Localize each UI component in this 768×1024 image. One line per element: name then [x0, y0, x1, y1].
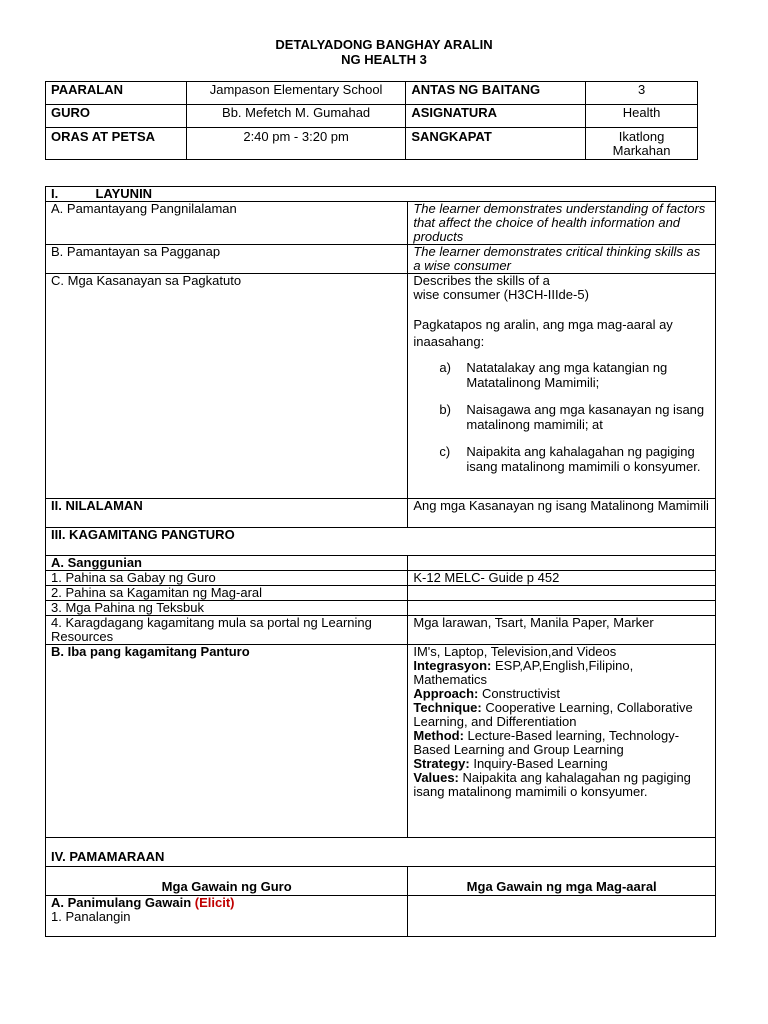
objective-item — [413, 444, 710, 474]
objective-item — [413, 360, 710, 390]
ref4-label: 4. Karagdagang kagamitang mula sa portal ng Learning Resources — [46, 616, 408, 645]
strategy-line — [413, 757, 710, 771]
content-standard-label: A. Pamantayang Pangnilalaman — [46, 202, 408, 245]
integration-label: Integrasyon: — [413, 658, 492, 673]
preliminary-label: A. Panimulang Gawain — [51, 895, 195, 910]
strategy-label: Strategy: — [413, 756, 470, 771]
student-activities-header: Mga Gawain ng mga Mag-aaral — [408, 867, 716, 896]
content-standard-value: The learner demonstrates understanding of factors that affect the choice of health information and products — [408, 202, 716, 245]
ref4-value: Mga larawan, Tsart, Manila Paper, Marker — [408, 616, 716, 645]
values-line — [413, 771, 710, 799]
grade-value: 3 — [586, 82, 698, 105]
objective-marker: c) — [439, 444, 451, 459]
objectives-title: LAYUNIN — [95, 186, 153, 201]
approach-value: Constructivist — [478, 686, 560, 701]
references-heading: A. Sanggunian — [46, 556, 408, 571]
objective-item — [413, 402, 710, 432]
empty-cell — [408, 556, 716, 571]
other-materials-line1: IM's, Laptop, Television,and Videos — [413, 644, 617, 659]
method-label: Method: — [413, 728, 464, 743]
teacher-label: GURO — [46, 105, 187, 128]
objective-list — [413, 360, 710, 474]
time-label: ORAS AT PETSA — [46, 128, 187, 160]
integration-value: ESP,AP,English,Filipino, Mathematics — [413, 658, 634, 687]
document-title: DETALYADONG BANGHAY ARALIN — [275, 37, 493, 52]
quarter-value-line1: Ikatlong — [618, 129, 665, 144]
approach-label: Approach: — [413, 686, 479, 701]
objective-text: Naipakita ang kahalagahan ng pagiging isang matalinong mamimili o konsyumer. — [466, 444, 701, 474]
strategy-value: Inquiry-Based Learning — [469, 756, 608, 771]
empty-cell — [408, 586, 716, 601]
prayer-label: 1. Panalangin — [51, 909, 131, 924]
school-label: PAARALAN — [46, 82, 187, 105]
other-materials-label: B. Iba pang kagamitang Panturo — [46, 645, 408, 838]
empty-cell — [408, 896, 716, 937]
document-subtitle: NG HEALTH 3 — [341, 52, 427, 67]
technique-line — [413, 701, 710, 729]
materials-heading: III. KAGAMITANG PANGTURO — [46, 528, 716, 556]
empty-cell — [408, 601, 716, 616]
content-value: Ang mga Kasanayan ng isang Matalinong Mamimili — [408, 499, 716, 528]
subject-label: ASIGNATURA — [406, 105, 586, 128]
values-label: Values: — [413, 770, 459, 785]
procedure-heading: IV. PAMAMARAAN — [46, 838, 716, 867]
subject-value: Health — [586, 105, 698, 128]
teacher-value: Bb. Mefetch M. Gumahad — [186, 105, 406, 128]
content-label: II. NILALAMAN — [46, 499, 408, 528]
preliminary-activities-cell — [46, 896, 408, 937]
competency-label: C. Mga Kasanayan sa Pagkatuto — [46, 274, 408, 499]
method-value: Lecture-Based learning, Technology- Based Learning and Group Learning — [413, 728, 680, 757]
competency-line1: Describes the skills of a — [413, 273, 550, 288]
info-table — [45, 81, 698, 160]
teacher-activities-header: Mga Gawain ng Guro — [46, 867, 408, 896]
objective-marker: a) — [439, 360, 451, 375]
approach-line — [413, 687, 710, 701]
integration-line — [413, 659, 710, 687]
ref1-value: K-12 MELC- Guide p 452 — [408, 571, 716, 586]
competency-line2: wise consumer (H3CH-IIIde-5) — [413, 287, 589, 302]
objectives-heading — [46, 187, 716, 202]
quarter-label: SANGKAPAT — [406, 128, 586, 160]
grade-label: ANTAS NG BAITANG — [406, 82, 586, 105]
method-line — [413, 729, 710, 757]
objective-text: Natatalakay ang mga katangian ng Matatalinong Mamimili; — [466, 360, 668, 390]
elicit-tag: (Elicit) — [194, 895, 235, 910]
time-value: 2:40 pm - 3:20 pm — [186, 128, 406, 160]
technique-value: Cooperative Learning, Collaborative Learning, and Differentiation — [413, 700, 693, 729]
quarter-value — [586, 128, 698, 160]
ref3-label: 3. Mga Pahina ng Teksbuk — [46, 601, 408, 616]
school-value: Jampason Elementary School — [186, 82, 406, 105]
quarter-value-line2: Markahan — [612, 143, 671, 158]
ref2-label: 2. Pahina sa Kagamitan ng Mag-aral — [46, 586, 408, 601]
ref1-label: 1. Pahina sa Gabay ng Guro — [46, 571, 408, 586]
performance-standard-label: B. Pamantayan sa Pagganap — [46, 245, 408, 274]
performance-standard-value: The learner demonstrates critical thinking skills as a wise consumer — [408, 245, 716, 274]
competency-cell — [408, 274, 716, 499]
objectives-number: I. — [51, 186, 59, 201]
technique-label: Technique: — [413, 700, 482, 715]
preliminary-line — [51, 896, 402, 910]
objectives-intro: Pagkatapos ng aralin, ang mga mag-aaral ay inaasahang: — [413, 317, 673, 349]
objective-text: Naisagawa ang mga kasanayan ng isang matalinong mamimili; at — [466, 402, 705, 432]
objective-marker: b) — [439, 402, 451, 417]
lesson-plan-table — [45, 186, 716, 937]
other-materials-cell — [408, 645, 716, 838]
values-value: Naipakita ang kahalagahan ng pagiging isang matalinong mamimili o konsyumer. — [413, 770, 691, 799]
